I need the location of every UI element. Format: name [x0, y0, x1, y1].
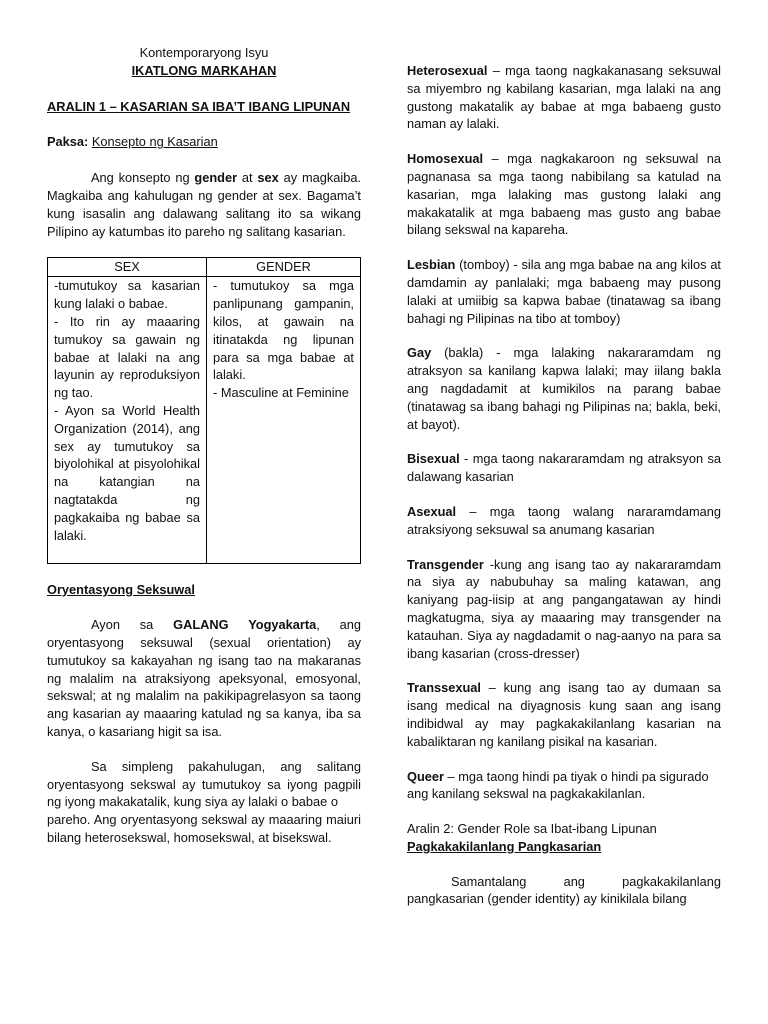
orientation-paragraph-2: Sa simpleng pakahulugan, ang salitang oryentasyong sekswal ay tumutukoy sa iyong pagpili ng iyong makakatalik, kung siya ay lalaki o babae o — [47, 758, 361, 810]
term-definition-text: – mga taong hindi pa tiyak o hindi pa sigurado — [444, 768, 709, 784]
subject-title: Kontemporaryong Isyu — [139, 45, 269, 60]
term-definition — [407, 344, 721, 433]
term-definition — [407, 556, 721, 663]
table-header-sex: SEX — [48, 258, 207, 277]
keyword-gender: gender — [194, 170, 238, 186]
right-column — [407, 62, 721, 908]
orientation-paragraph-1 — [47, 616, 361, 741]
term-lesbian: Lesbian — [407, 257, 456, 273]
lesson2-paragraph: Samantalang ang pagkakakilanlang pangkasarian (gender identity) ay kinikilala bilang — [407, 873, 721, 907]
term-definition — [407, 62, 721, 133]
table-header-row — [48, 258, 361, 277]
gender-line: - Masculine at Feminine — [213, 385, 349, 401]
sex-line: - Ito rin ay maaaring tumukoy sa gawain ng babae at lalaki na ang layunin ay reproduksiyon ng tao. — [54, 313, 200, 401]
term-definition — [407, 150, 721, 239]
term-definition-text: (bakla) - mga lalaking nakararamdam ng atraksyon sa kanilang kapwa lalaki; may iilang bakla ang nagdadamit at kumikilos na parang babae (tinatawag sa ibang bahagi ng Pilipinas na; bakla, beki, at bayot). — [407, 345, 721, 432]
table-cell-sex — [48, 277, 207, 564]
quarter-title: IKATLONG MARKAHAN — [131, 62, 277, 78]
left-column — [47, 44, 361, 847]
term-definition-text: (tomboy) - sila ang mga babae na ang kilos at damdamin ay panlalaki; mga babaeng may pusong lalaki at umiibig sa kapwa babae (tinatawag sa ibang bahagi ng Pilipinas na tibo at tomboy) — [407, 257, 721, 326]
table-cell-gender — [207, 277, 361, 564]
intro-paragraph — [47, 169, 361, 240]
term-bisexual: Bisexual — [407, 451, 460, 467]
term-definition — [407, 679, 721, 750]
term-definition-text: – kung ang isang tao ay dumaan sa isang medical na diyagnosis kung saan ang isang indibidwal ay may pagkakakilanlang kasarian na kabaliktaran ng kanilang pisikal na kasarian. — [407, 680, 721, 749]
gender-line: - tumutukoy sa mga panlipunang gampanin, kilos, at gawain na itinatakda ng lipunan para sa mga babae at lalaki. — [213, 278, 354, 383]
keyword-galang: GALANG Yogyakarta — [173, 617, 317, 633]
term-definition-cont: ang kanilang sekswal na pagkakakilanlan. — [407, 786, 646, 802]
table-header-gender: GENDER — [207, 258, 361, 277]
term-definition-text: – mga nagkakaroon ng seksuwal na pagnanasa sa mga taong nabibilang sa katulad na kasarian, mga lalaking mas gustong lalaki ang makakatalik at mga babaeng mas gusto ang babae bilang sekswal na kapareha. — [407, 151, 721, 238]
table-row — [48, 277, 361, 564]
term-definition-text: – mga taong nagkakanasang seksuwal sa miyembro ng kabilang kasarian, mga lalaki na ang gustong makatalik ay babae at mga babaeng gusto naman ay lalaki. — [407, 63, 721, 132]
topic-line — [47, 133, 361, 151]
term-definition — [407, 503, 721, 539]
orientation-text-1: Ayon sa — [91, 617, 174, 633]
sex-line: -tumutukoy sa kasarian kung lalaki o babae. — [54, 278, 200, 312]
term-definition-text: – mga taong walang nararamdamang atraksiyong seksuwal sa anumang kasarian — [407, 503, 721, 537]
term-definition-text: -kung ang isang tao ay nakararamdam na siya ay nabubuhay sa maling katawan, ang kaniyang pag-iisip at ang pangangatawan ay hindi magkatugma, siya ay maaaring may transgender na katauhan. Siya ay nagdadamit o nag-aanyo na para sa ibang kasarian (cross-dresser) — [407, 556, 721, 661]
orientation-paragraph-2-cont: pareho. Ang oryentasyong sekswal ay maaaring maiuri bilang heterosekswal, homosekswal, at bisekswal. — [47, 812, 361, 845]
term-heterosexual: Heterosexual — [407, 63, 488, 78]
term-definition — [407, 768, 721, 786]
topic-title: Konsepto ng Kasarian — [91, 134, 218, 150]
term-definition — [407, 256, 721, 327]
sex-line: - Ayon sa World Health Organization (2014), ang sex ay tumutukoy sa biyolohikal at pisyolohikal na katangian na nagtatakda ng pagkakaiba ng babae sa lalaki. — [54, 402, 200, 543]
intro-text-2: at — [237, 170, 258, 186]
term-homosexual: Homosexual — [407, 151, 484, 167]
term-transsexual: Transsexual — [407, 680, 481, 696]
term-transgender: Transgender — [407, 556, 484, 572]
orientation-heading: Oryentasyong Seksuwal — [47, 582, 195, 598]
topic-label: Paksa: — [47, 134, 89, 150]
keyword-sex: sex — [257, 170, 279, 186]
term-definition — [407, 450, 721, 486]
intro-text-1: Ang konsepto ng — [91, 170, 195, 186]
orientation-text-2: , ang oryentasyong seksuwal (sexual orientation) ay tumutukoy sa kakayahan ng isang tao na makaranas ng malalim na atraksiyong apeksyonal, emosyonal, sekswal; at ng malalim na pakikipagrelasyon sa taong ang kasarian ay maaaring katulad ng sa kanya, iba sa kanya, o kasariang higit sa isa. — [47, 617, 361, 739]
lesson2-heading: Pagkakakilanlang Pangkasarian — [407, 838, 602, 854]
sex-gender-table — [47, 257, 361, 564]
term-asexual: Asexual — [407, 503, 457, 519]
term-gay: Gay — [407, 345, 432, 361]
lesson2-title: Aralin 2: Gender Role sa Ibat-ibang Lipunan — [407, 821, 657, 837]
intro-text-3: ay magkaiba. Magkaiba ang kahulugan ng gender at sex. Bagama’t kung isasalin ang dalawang salitang ito sa wikang Pilipino ay katumbas ito pareho ng salitang kasarian. — [47, 170, 361, 239]
term-queer: Queer — [407, 768, 444, 784]
term-definition-text: - mga taong nakararamdam ng atraksyon sa dalawang kasarian — [407, 451, 721, 485]
lesson-title: ARALIN 1 – KASARIAN SA IBA’T IBANG LIPUNAN — [47, 98, 351, 114]
